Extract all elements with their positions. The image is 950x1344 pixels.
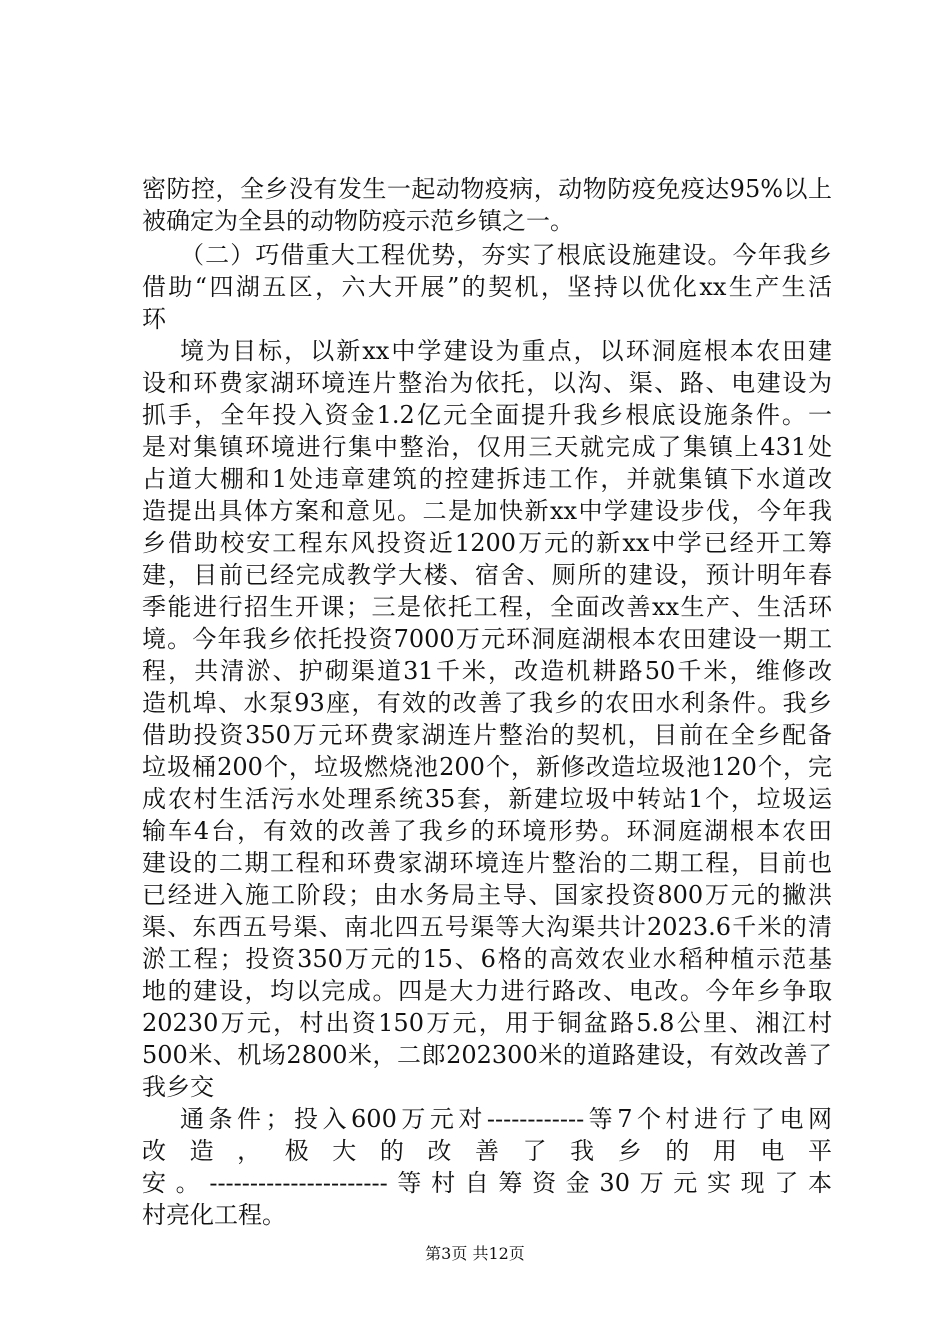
text-line: 借助“四湖五区，六大开展”的契机，坚持以优化xx生产生活 bbox=[142, 273, 832, 301]
text-line: 成农村生活污水处理系统35套，新建垃圾中转站1个，垃圾运 bbox=[142, 785, 832, 813]
text-line: 抓手，全年投入资金1.2亿元全面提升我乡根底设施条件。一 bbox=[142, 401, 832, 429]
text-line: 境为目标，以新xx中学建设为重点，以环洞庭根本农田建 bbox=[180, 337, 832, 365]
text-line: （二）巧借重大工程优势，夯实了根底设施建设。今年我乡 bbox=[180, 241, 832, 269]
text-line: 通条件；投入600万元对------------等7个村进行了电网 bbox=[180, 1105, 832, 1133]
text-line: 造机埠、水泵93座，有效的改善了我乡的农田水利条件。我乡 bbox=[142, 689, 832, 717]
text-line: 密防控，全乡没有发生一起动物疫病，动物防疫免疫达95%以上 bbox=[142, 175, 832, 203]
text-line: 村亮化工程。 bbox=[142, 1201, 286, 1229]
text-line: 建设的二期工程和环费家湖环境连片整治的二期工程，目前也 bbox=[142, 849, 832, 877]
text-line: 已经进入施工阶段；由水务局主导、国家投资800万元的撇洪 bbox=[142, 881, 832, 909]
text-line: 渠、东西五号渠、南北四五号渠等大沟渠共计2023.6千米的清 bbox=[142, 913, 832, 941]
text-line: 淤工程；投资350万元的15、6格的高效农业水稻种植示范基 bbox=[142, 945, 832, 973]
text-line: 垃圾桶200个，垃圾燃烧池200个，新修改造垃圾池120个，完 bbox=[142, 753, 832, 781]
text-line: 我乡交 bbox=[142, 1073, 214, 1101]
text-line: 是对集镇环境进行集中整治，仅用三天就完成了集镇上431处 bbox=[142, 433, 832, 461]
text-line: 地的建设，均以完成。四是大力进行路改、电改。今年乡争取 bbox=[142, 977, 832, 1005]
text-line: 季能进行招生开课；三是依托工程，全面改善xx生产、生活环 bbox=[142, 593, 832, 621]
text-line: 20230万元，村出资150万元，用于铜盆路5.8公里、湘江村 bbox=[142, 1009, 832, 1037]
text-line: 借助投资350万元环费家湖连片整治的契机，目前在全乡配备 bbox=[142, 721, 832, 749]
text-line: 安。----------------------等村自筹资金30万元实现了本 bbox=[142, 1169, 832, 1197]
text-line: 被确定为全县的动物防疫示范乡镇之一。 bbox=[142, 207, 574, 235]
text-line: 占道大棚和1处违章建筑的控建拆违工作，并就集镇下水道改 bbox=[142, 465, 832, 493]
text-line: 程，共清淤、护砌渠道31千米，改造机耕路50千米，维修改 bbox=[142, 657, 832, 685]
text-line: 境。今年我乡依托投资7000万元环洞庭湖根本农田建设一期工 bbox=[142, 625, 832, 653]
text-line: 造提出具体方案和意见。二是加快新xx中学建设步伐，今年我 bbox=[142, 497, 832, 525]
text-line: 环 bbox=[142, 305, 166, 333]
text-line: 改造，极大的改善了我乡的用电平 bbox=[142, 1137, 832, 1165]
text-line: 输车4台，有效的改善了我乡的环境形势。环洞庭湖根本农田 bbox=[142, 817, 832, 845]
page-number-footer: 第3页 共12页 bbox=[425, 1244, 525, 1263]
text-line: 乡借助校安工程东风投资近1200万元的新xx中学已经开工筹 bbox=[142, 529, 832, 557]
text-line: 500米、机场2800米，二郎202300米的道路建设，有效改善了 bbox=[142, 1041, 832, 1069]
text-line: 设和环费家湖环境连片整治为依托，以沟、渠、路、电建设为 bbox=[142, 369, 832, 397]
text-line: 建，目前已经完成教学大楼、宿舍、厕所的建设，预计明年春 bbox=[142, 561, 832, 589]
